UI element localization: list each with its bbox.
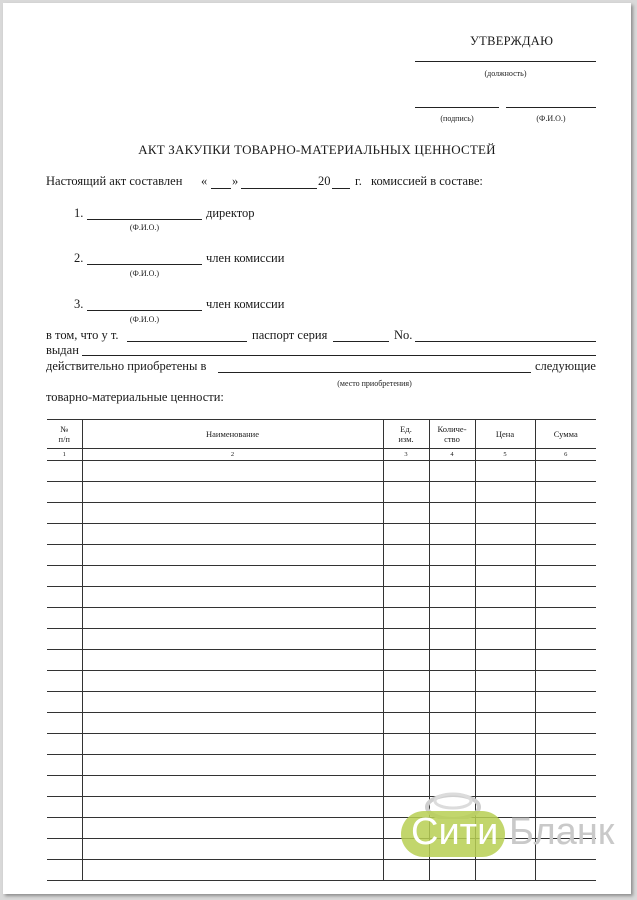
column-number: 4 bbox=[429, 449, 475, 461]
passport-number-line bbox=[415, 341, 596, 342]
document-title: АКТ ЗАКУПКИ ТОВАРНО-МАТЕРИАЛЬНЫХ ЦЕННОСТЕЙ bbox=[138, 142, 496, 157]
table-cell[interactable] bbox=[82, 776, 383, 797]
intro-text-before: Настоящий акт составлен bbox=[46, 174, 183, 188]
table-cell[interactable] bbox=[47, 860, 82, 881]
table-cell[interactable] bbox=[82, 650, 383, 671]
passport-number-label: No. bbox=[394, 328, 413, 342]
table-cell[interactable] bbox=[383, 671, 429, 692]
table-cell[interactable] bbox=[383, 545, 429, 566]
table-cell[interactable] bbox=[82, 860, 383, 881]
table-cell[interactable] bbox=[47, 545, 82, 566]
table-cell[interactable] bbox=[82, 482, 383, 503]
table-row bbox=[47, 461, 596, 482]
table-cell[interactable] bbox=[535, 692, 596, 713]
table-cell[interactable] bbox=[47, 524, 82, 545]
member-3-number: 3. bbox=[74, 297, 84, 311]
table-cell[interactable] bbox=[383, 755, 429, 776]
table-cell[interactable] bbox=[383, 524, 429, 545]
table-cell[interactable] bbox=[82, 503, 383, 524]
table-cell[interactable] bbox=[383, 629, 429, 650]
table-row bbox=[47, 692, 596, 713]
table-row bbox=[47, 587, 596, 608]
table-cell[interactable] bbox=[535, 461, 596, 482]
table-cell[interactable] bbox=[429, 734, 475, 755]
table-cell[interactable] bbox=[47, 503, 82, 524]
date-quote-close: » bbox=[232, 174, 239, 188]
column-number: 2 bbox=[82, 449, 383, 461]
table-cell[interactable] bbox=[82, 629, 383, 650]
table-cell[interactable] bbox=[82, 587, 383, 608]
date-quote-open: « bbox=[201, 174, 208, 188]
table-cell[interactable] bbox=[82, 818, 383, 839]
column-number: 6 bbox=[535, 449, 596, 461]
table-cell[interactable] bbox=[82, 566, 383, 587]
table-cell[interactable] bbox=[429, 503, 475, 524]
table-cell[interactable] bbox=[429, 545, 475, 566]
table-row bbox=[47, 482, 596, 503]
table-row bbox=[47, 671, 596, 692]
table-cell[interactable] bbox=[47, 755, 82, 776]
table-cell[interactable] bbox=[475, 671, 535, 692]
table-row bbox=[47, 545, 596, 566]
intro-text-after: комиссией в составе: bbox=[371, 174, 483, 188]
header-quantity: Количе- ство bbox=[429, 420, 475, 449]
table-cell[interactable] bbox=[47, 797, 82, 818]
header-unit: Ед. изм. bbox=[383, 420, 429, 449]
year-suffix: г. bbox=[355, 174, 362, 188]
table-cell[interactable] bbox=[82, 692, 383, 713]
table-cell[interactable] bbox=[535, 587, 596, 608]
month-line bbox=[241, 188, 317, 189]
year-line bbox=[332, 188, 350, 189]
watermark-word-2: Бланк bbox=[509, 811, 615, 853]
signature-line bbox=[415, 107, 499, 108]
table-cell[interactable] bbox=[535, 650, 596, 671]
table-cell[interactable] bbox=[429, 587, 475, 608]
table-cell[interactable] bbox=[383, 608, 429, 629]
table-cell[interactable] bbox=[535, 524, 596, 545]
table-row bbox=[47, 608, 596, 629]
seller-label: в том, что у т. bbox=[46, 328, 119, 342]
table-cell[interactable] bbox=[82, 545, 383, 566]
table-row bbox=[47, 650, 596, 671]
year-prefix: 20 bbox=[318, 174, 331, 188]
column-number: 1 bbox=[47, 449, 82, 461]
issued-line bbox=[82, 355, 596, 356]
table-cell[interactable] bbox=[47, 818, 82, 839]
purchase-place-label: действительно приобретены в bbox=[46, 359, 207, 373]
table-cell[interactable] bbox=[383, 461, 429, 482]
table-cell[interactable] bbox=[47, 461, 82, 482]
watermark-word-1: Сити bbox=[411, 811, 499, 853]
table-row bbox=[47, 734, 596, 755]
table-cell[interactable] bbox=[383, 503, 429, 524]
table-cell[interactable] bbox=[82, 524, 383, 545]
table-cell[interactable] bbox=[535, 671, 596, 692]
table-header-row bbox=[47, 420, 596, 449]
member-3-line bbox=[87, 310, 202, 311]
table-cell[interactable] bbox=[475, 755, 535, 776]
table-cell[interactable] bbox=[429, 650, 475, 671]
table-cell[interactable] bbox=[383, 587, 429, 608]
member-1-role: директор bbox=[206, 206, 255, 220]
table-cell[interactable] bbox=[429, 671, 475, 692]
table-cell[interactable] bbox=[475, 503, 535, 524]
table-cell[interactable] bbox=[82, 734, 383, 755]
table-cell[interactable] bbox=[47, 713, 82, 734]
table-cell[interactable] bbox=[383, 713, 429, 734]
table-cell[interactable] bbox=[383, 650, 429, 671]
table-cell[interactable] bbox=[535, 755, 596, 776]
name-line bbox=[506, 107, 596, 108]
table-row bbox=[47, 566, 596, 587]
member-2-line bbox=[87, 264, 202, 265]
purchase-place-line bbox=[218, 372, 531, 373]
goods-label: товарно-материальные ценности: bbox=[46, 390, 224, 404]
table-cell[interactable] bbox=[47, 671, 82, 692]
table-cell[interactable] bbox=[47, 482, 82, 503]
member-2-role: член комиссии bbox=[206, 251, 285, 265]
watermark-logo bbox=[401, 789, 631, 879]
position-caption: (должность) bbox=[484, 69, 527, 78]
table-cell[interactable] bbox=[82, 671, 383, 692]
document-sheet bbox=[3, 3, 631, 894]
column-number: 5 bbox=[475, 449, 535, 461]
issued-label: выдан bbox=[46, 343, 79, 357]
member-1-line bbox=[87, 219, 202, 220]
table-cell[interactable] bbox=[535, 713, 596, 734]
header-name: Наименование bbox=[82, 420, 383, 449]
table-cell[interactable] bbox=[475, 629, 535, 650]
table-cell[interactable] bbox=[47, 587, 82, 608]
column-number-row bbox=[47, 449, 596, 461]
table-cell[interactable] bbox=[82, 461, 383, 482]
table-cell[interactable] bbox=[82, 797, 383, 818]
signature-caption: (подпись) bbox=[440, 114, 474, 123]
day-line bbox=[211, 188, 231, 189]
table-cell[interactable] bbox=[82, 839, 383, 860]
table-cell[interactable] bbox=[475, 734, 535, 755]
member-1-caption: (Ф.И.О.) bbox=[129, 223, 160, 232]
table-cell[interactable] bbox=[475, 524, 535, 545]
position-line bbox=[415, 61, 596, 62]
table-row bbox=[47, 503, 596, 524]
seller-line bbox=[127, 341, 247, 342]
header-price: Цена bbox=[475, 420, 535, 449]
table-cell[interactable] bbox=[383, 692, 429, 713]
table-cell[interactable] bbox=[47, 734, 82, 755]
column-number: 3 bbox=[383, 449, 429, 461]
table-cell[interactable] bbox=[475, 692, 535, 713]
table-cell[interactable] bbox=[535, 734, 596, 755]
table-cell[interactable] bbox=[429, 482, 475, 503]
table-cell[interactable] bbox=[535, 566, 596, 587]
table-cell[interactable] bbox=[429, 461, 475, 482]
table-cell[interactable] bbox=[429, 608, 475, 629]
table-cell[interactable] bbox=[82, 713, 383, 734]
table-cell[interactable] bbox=[535, 482, 596, 503]
table-row bbox=[47, 713, 596, 734]
place-caption: (место приобретения) bbox=[337, 379, 412, 388]
table-cell[interactable] bbox=[429, 713, 475, 734]
table-cell[interactable] bbox=[475, 587, 535, 608]
table-cell[interactable] bbox=[535, 545, 596, 566]
table-cell[interactable] bbox=[429, 629, 475, 650]
table-cell[interactable] bbox=[383, 566, 429, 587]
approval-name-caption: (Ф.И.О.) bbox=[536, 114, 566, 123]
following-label: следующие bbox=[535, 359, 596, 373]
table-cell[interactable] bbox=[47, 839, 82, 860]
table-row bbox=[47, 524, 596, 545]
table-cell[interactable] bbox=[475, 650, 535, 671]
member-3-role: член комиссии bbox=[206, 297, 285, 311]
table-cell[interactable] bbox=[475, 608, 535, 629]
header-number: № п/п bbox=[47, 420, 82, 449]
table-row bbox=[47, 755, 596, 776]
member-1-number: 1. bbox=[74, 206, 84, 220]
table-cell[interactable] bbox=[47, 608, 82, 629]
table-cell[interactable] bbox=[47, 692, 82, 713]
passport-series-label: паспорт серия bbox=[252, 328, 328, 342]
member-2-number: 2. bbox=[74, 251, 84, 265]
table-cell[interactable] bbox=[429, 755, 475, 776]
table-cell[interactable] bbox=[475, 713, 535, 734]
member-3-caption: (Ф.И.О.) bbox=[129, 315, 160, 324]
table-cell[interactable] bbox=[535, 629, 596, 650]
table-cell[interactable] bbox=[429, 566, 475, 587]
table-cell[interactable] bbox=[47, 650, 82, 671]
table-cell[interactable] bbox=[47, 776, 82, 797]
table-cell[interactable] bbox=[535, 608, 596, 629]
table-cell[interactable] bbox=[47, 629, 82, 650]
table-cell[interactable] bbox=[475, 566, 535, 587]
passport-series-line bbox=[333, 341, 389, 342]
header-sum: Сумма bbox=[535, 420, 596, 449]
member-2-caption: (Ф.И.О.) bbox=[129, 269, 160, 278]
table-cell[interactable] bbox=[82, 608, 383, 629]
approval-title: УТВЕРЖДАЮ bbox=[470, 34, 554, 48]
table-cell[interactable] bbox=[475, 461, 535, 482]
table-cell[interactable] bbox=[47, 566, 82, 587]
table-cell[interactable] bbox=[383, 482, 429, 503]
table-cell[interactable] bbox=[475, 545, 535, 566]
table-cell[interactable] bbox=[535, 503, 596, 524]
table-cell[interactable] bbox=[475, 482, 535, 503]
table-cell[interactable] bbox=[429, 524, 475, 545]
table-cell[interactable] bbox=[383, 734, 429, 755]
table-cell[interactable] bbox=[429, 692, 475, 713]
table-cell[interactable] bbox=[82, 755, 383, 776]
table-row bbox=[47, 629, 596, 650]
